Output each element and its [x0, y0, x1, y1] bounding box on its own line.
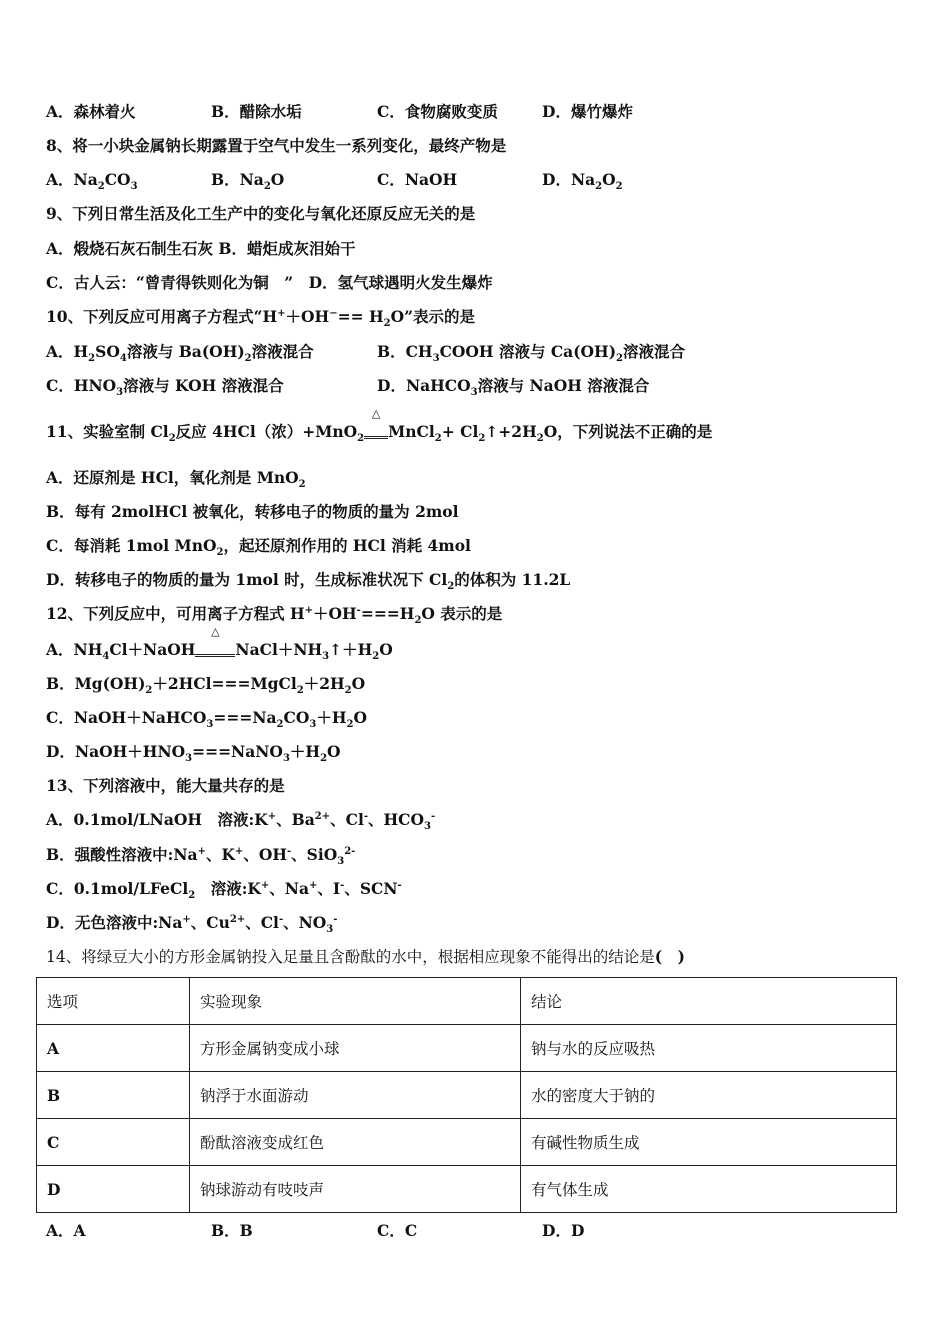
q11-option-c: C．每消耗 1mol MnO$_2$，起还原剂作用的 HCl 消耗 4mol: [46, 536, 471, 559]
q14-table: [36, 977, 897, 1213]
q14-option-d: D．D: [542, 1221, 585, 1240]
q12-option-a: A．$NH_4Cl+NaOH$ △ $NaCl+NH_3↑+H_2O$: [46, 625, 393, 663]
q11-option-b: B．每有 2molHCl 被氧化，转移电子的物质的量为 2mol: [46, 502, 459, 521]
q14-option-c: C．C: [377, 1221, 418, 1240]
q10-stem: 10、下列反应可用离子方程式“$H^++OH^-== H_2O$”表示的是: [46, 307, 475, 330]
q10-option-b: B．$CH_3COOH$ 溶液与 $Ca(OH)_2$溶液混合: [377, 342, 686, 365]
table-row: [37, 1072, 897, 1119]
q9-options-cd: C．古人云：“曾青得铁则化为铜 ” D．氢气球遇明火发生爆炸: [46, 273, 493, 292]
table-header-cell: 结论: [521, 978, 897, 1025]
q12-option-c: C．$NaOH+NaHCO_3===Na_2CO_3+H_2O$: [46, 708, 367, 731]
table-cell: 钠球游动有吱吱声: [190, 1166, 521, 1213]
q7-option-d: D．爆竹爆炸: [542, 102, 633, 121]
q8-option-b: B．$Na_2O$: [211, 170, 285, 193]
table-cell: 水的密度大于钠的: [521, 1072, 897, 1119]
table-cell: 钠与水的反应吸热: [521, 1025, 897, 1072]
heat-condition-arrow: △: [195, 640, 235, 660]
table-header-cell: 选项: [37, 978, 190, 1025]
q13-option-d: D．无色溶液中:Na+、$Cu^{2+}$、Cl-、$NO_3^-$: [46, 913, 338, 936]
heat-condition-arrow: △: [364, 422, 388, 442]
q14-stem: 14、将绿豆大小的方形金属钠投入足量且含酚酞的水中，根据相应现象不能得出的结论是( ): [46, 947, 685, 966]
q7-option-a: A．森林着火: [46, 102, 136, 121]
q12-option-b: B．$Mg(OH)_2+2HCl===MgCl_2+2H_2O$: [46, 674, 366, 697]
q12-option-d: D．$NaOH+HNO_3===NaNO_3+H_2O$: [46, 742, 341, 765]
q14-option-b: B．B: [211, 1221, 253, 1240]
table-row: [37, 1025, 897, 1072]
q13-option-b: B．强酸性溶液中:Na+、K+、OH-、SiO$_3^{2-}$: [46, 845, 356, 868]
table-header-cell: 实验现象: [190, 978, 521, 1025]
q11-option-d: D．转移电子的物质的量为 1mol 时，生成标准状况下 $Cl_2$的体积为 11.2L: [46, 570, 571, 593]
table-cell: B: [37, 1072, 190, 1119]
table-row: [37, 1119, 897, 1166]
q10-option-a: A．$H_2SO_4$溶液与 $Ba(OH)_2$溶液混合: [46, 342, 314, 365]
q11-option-a: A．还原剂是 HCl，氧化剂是 MnO$_2$: [46, 468, 306, 491]
table-cell: A: [37, 1025, 190, 1072]
q12-stem: 12、下列反应中，可用离子方程式 $H^++OH^-===H_2O$ 表示的是: [46, 604, 503, 627]
q10-option-c: C．$HNO_3$溶液与 KOH 溶液混合: [46, 376, 284, 399]
q9-options-ab: A．煅烧石灰石制生石灰 B．蜡炬成灰泪始干: [46, 239, 356, 258]
q10-option-d: D．NaHCO$_3$溶液与 NaOH 溶液混合: [377, 376, 650, 399]
table-cell: 钠浮于水面游动: [190, 1072, 521, 1119]
q13-stem: 13、下列溶液中，能大量共存的是: [46, 776, 285, 795]
q14-option-a: A．A: [46, 1221, 86, 1240]
q7-option-c: C．食物腐败变质: [377, 102, 498, 121]
q8-option-a: A．$Na_2CO_3$: [46, 170, 138, 193]
q8-option-d: D．$Na_2O_2$: [542, 170, 623, 193]
table-cell: D: [37, 1166, 190, 1213]
q13-option-a: A．0.1mol/LNaOH 溶液:K+、$Ba^{2+}$、Cl-、$HCO_3^-$: [46, 810, 436, 833]
table-row: [37, 1166, 897, 1213]
table-cell: 有气体生成: [521, 1166, 897, 1213]
q7-option-b: B．醋除水垢: [211, 102, 302, 121]
q8-stem: 8、将一小块金属钠长期露置于空气中发生一系列变化，最终产物是: [46, 136, 507, 155]
table-cell: 方形金属钠变成小球: [190, 1025, 521, 1072]
table-cell: C: [37, 1119, 190, 1166]
q11-stem: 11、实验室制 $Cl_2$反应 4HCl（浓）+MnO$_2$ △ MnCl$_2$+ $Cl_2↑+2H_2O$，下列说法不正确的是: [46, 407, 713, 445]
q13-option-c: C．0.1mol/LFeCl$_2$ 溶液:K+、Na+、I-、SCN-: [46, 879, 402, 902]
table-cell: 酚酞溶液变成红色: [190, 1119, 521, 1166]
q8-option-c: C．NaOH: [377, 170, 458, 189]
q9-stem: 9、下列日常生活及化工生产中的变化与氧化还原反应无关的是: [46, 204, 476, 223]
table-header-row: [37, 978, 897, 1025]
table-cell: 有碱性物质生成: [521, 1119, 897, 1166]
